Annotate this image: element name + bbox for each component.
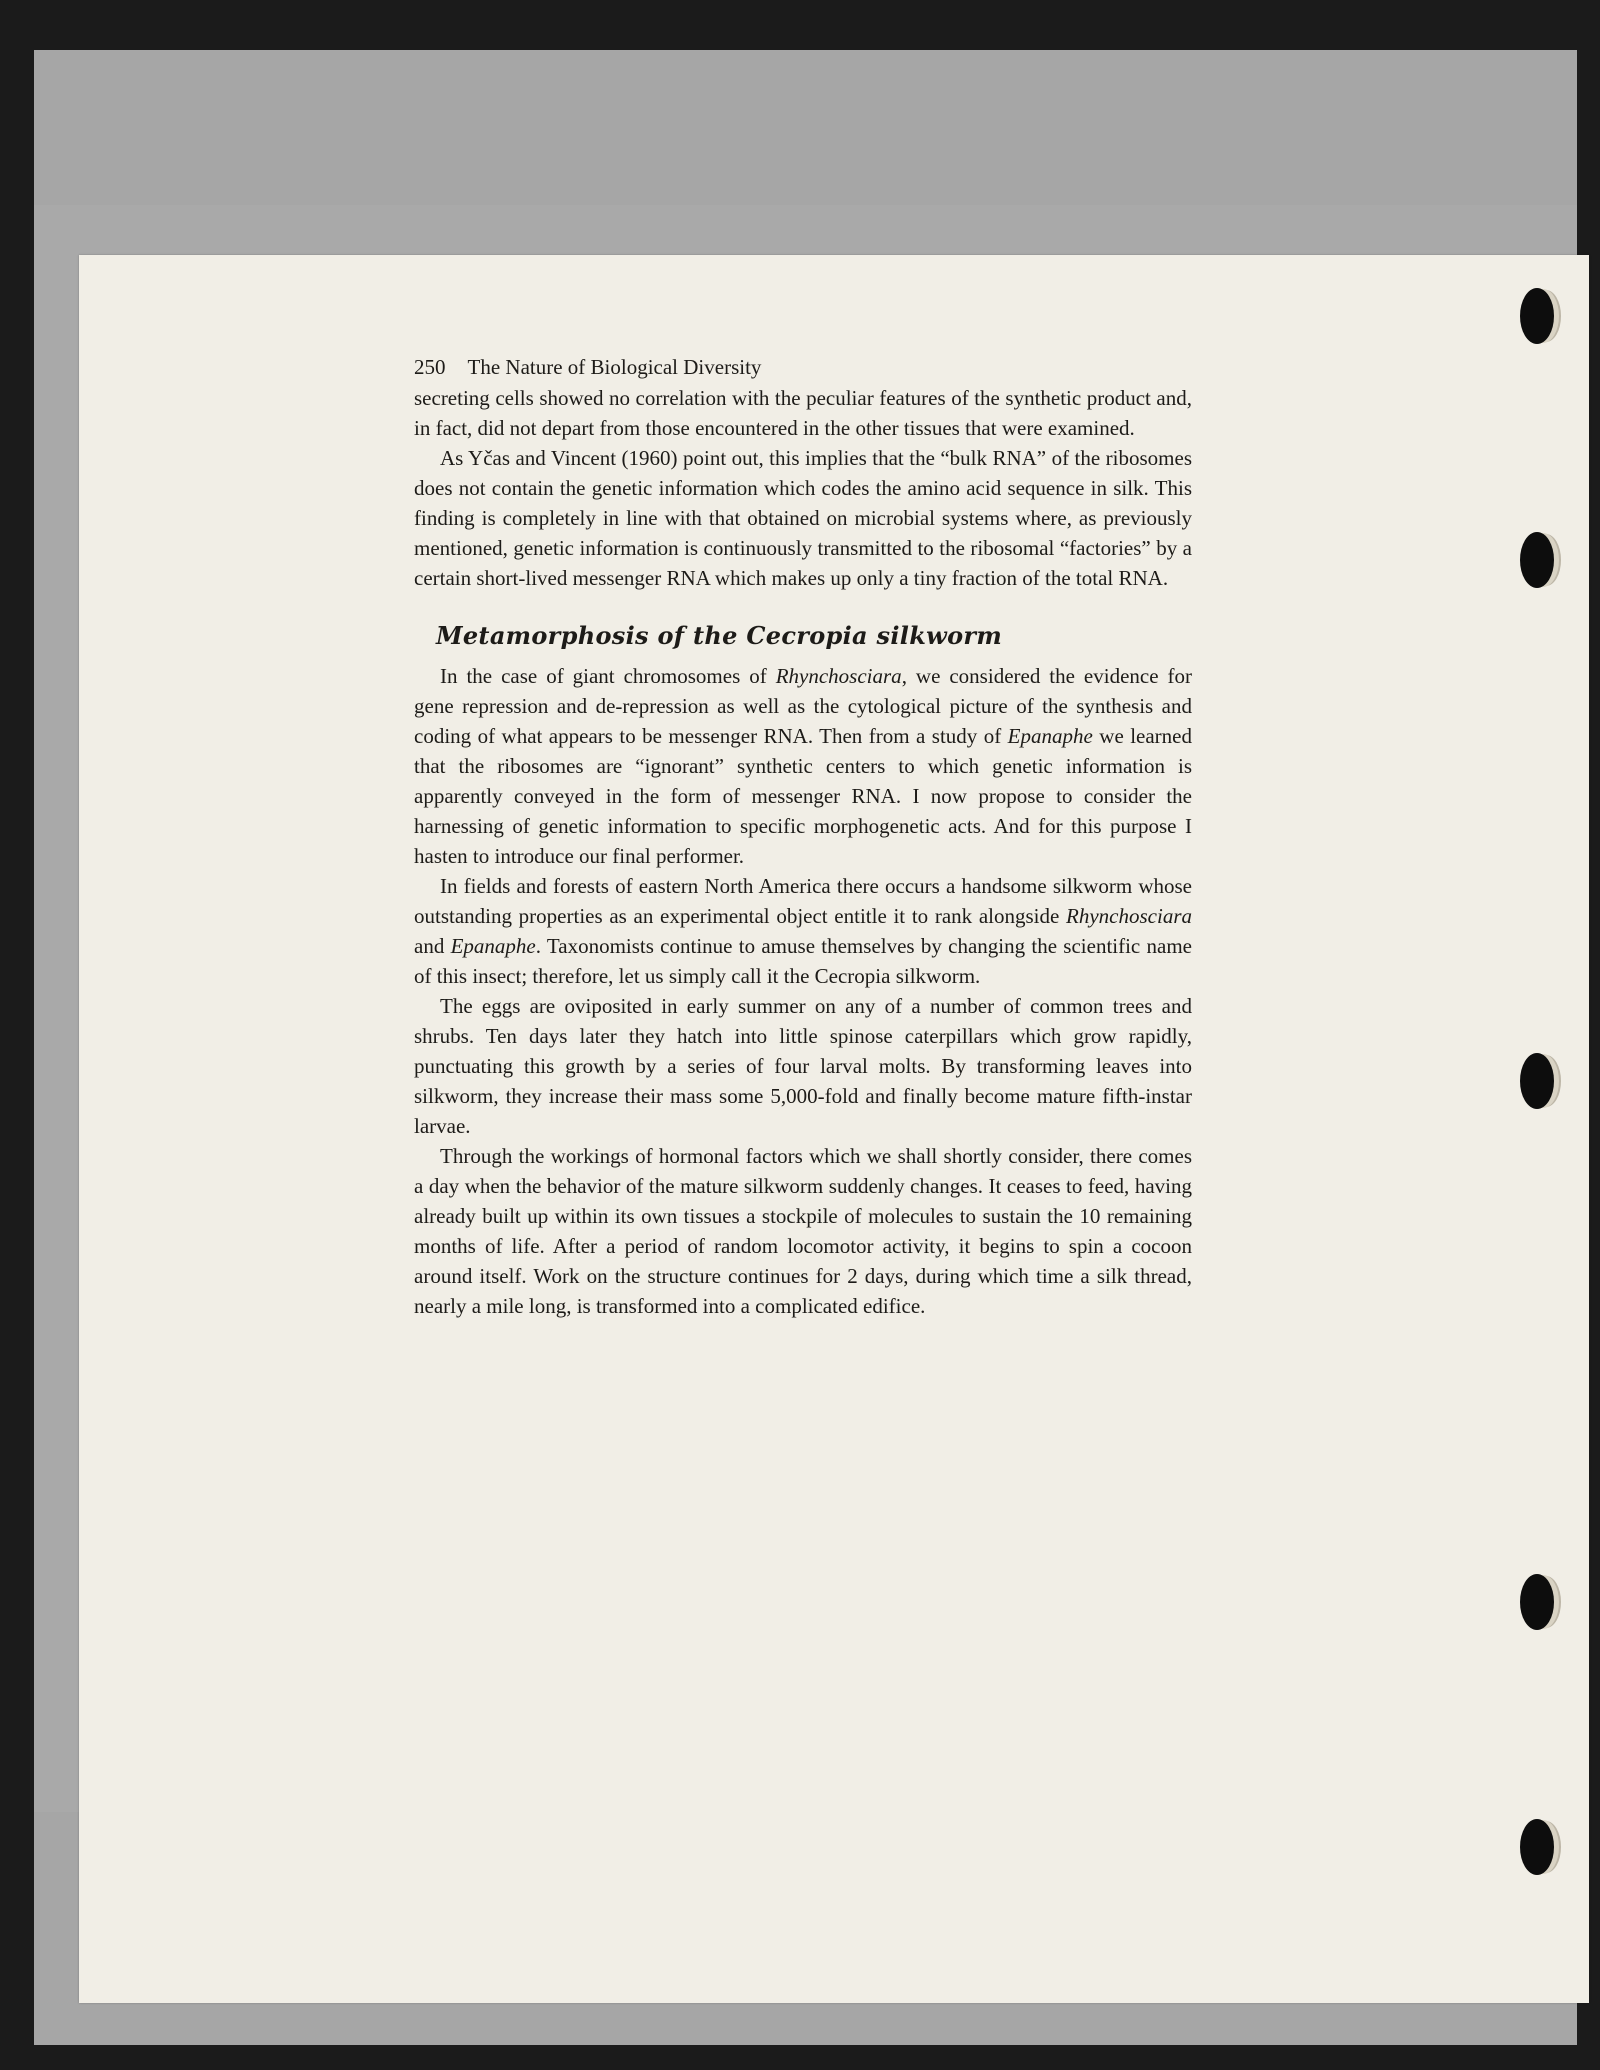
paragraph [414,661,1192,871]
paragraph: As Yčas and Vincent (1960) point out, this implies that the “bulk RNA” of the ribosomes does not contain the genetic information which codes the amino acid sequence in silk. This finding is completely in line with that obtained on microbial systems where, as previously mentioned, genetic information is continuously transmitted to the ribosomal “factories” by a certain short-lived messenger RNA which makes up only a tiny fraction of the total RNA. [414,446,1192,590]
page-content [414,352,1192,1321]
paragraph: The eggs are oviposited in early summer on any of a number of common trees and shrubs. Ten days later they hatch into little spinose caterpillars which grow rapidly, punctuating this growth by a series of four larval molts. By transforming leaves into silkworm, they increase their mass some 5,000-fold and finally become mature fifth-instar larvae. [414,994,1192,1138]
text-run: . Taxonomists continue to amuse themselves by changing the scientific name of this insect; therefore, let us simply call it the Cecropia silkworm. [414,934,1192,988]
taxon-name: Epanaphe [450,934,536,958]
taxon-name: Rhynchosciara [775,664,902,688]
section-heading: Metamorphosis of the Cecropia silkworm [436,621,1003,650]
page-number: 250 [414,355,446,379]
paragraph: Through the workings of hormonal factors which we shall shortly consider, there comes a day when the behavior of the mature silkworm suddenly changes. It ceases to feed, having already built up within its own tissues a stockpile of molecules to sustain the 10 remaining months of life. After a period of random locomotor activity, it begins to spin a cocoon around itself. Work on the structure continues for 2 days, during which time a silk thread, nearly a mile long, is transformed into a complicated edifice. [414,1144,1192,1318]
text-run: In the case of giant chromosomes of [440,664,776,688]
taxon-name: Rhynchosciara [1066,904,1192,928]
punch-hole [1520,1574,1554,1630]
binder-top-band [34,50,1577,205]
text-run: In fields and forests of eastern North America there occurs a handsome silkworm whose outstanding properties as an experimental object entitle it to rank alongside [414,874,1192,928]
running-title: The Nature of Biological Diversity [467,355,762,379]
text-run: we learned that the ribosomes are “ignorant” synthetic centers to which genetic information is apparently conveyed in the form of messenger RNA. I now propose to consider the harnessing of genetic information to specific morphogenetic acts. And for this purpose I hasten to introduce our final performer. [414,724,1192,868]
running-head [414,352,1192,382]
paragraph: secreting cells showed no correlation with the peculiar features of the synthetic product and, in fact, did not depart from those encountered in the other tissues that were examined. [414,386,1192,440]
punch-hole [1520,1819,1554,1875]
punch-hole [1520,1053,1554,1109]
punch-hole [1520,288,1554,344]
punch-hole [1520,532,1554,588]
text-run: and [414,934,451,958]
taxon-name: Epanaphe [1007,724,1093,748]
text-run: , we considered the evidence for gene repression and de-repression as well as the cytological picture of the synthesis and coding of what appears to be messenger RNA. Then from a study of [414,664,1192,748]
paragraph [414,871,1192,991]
